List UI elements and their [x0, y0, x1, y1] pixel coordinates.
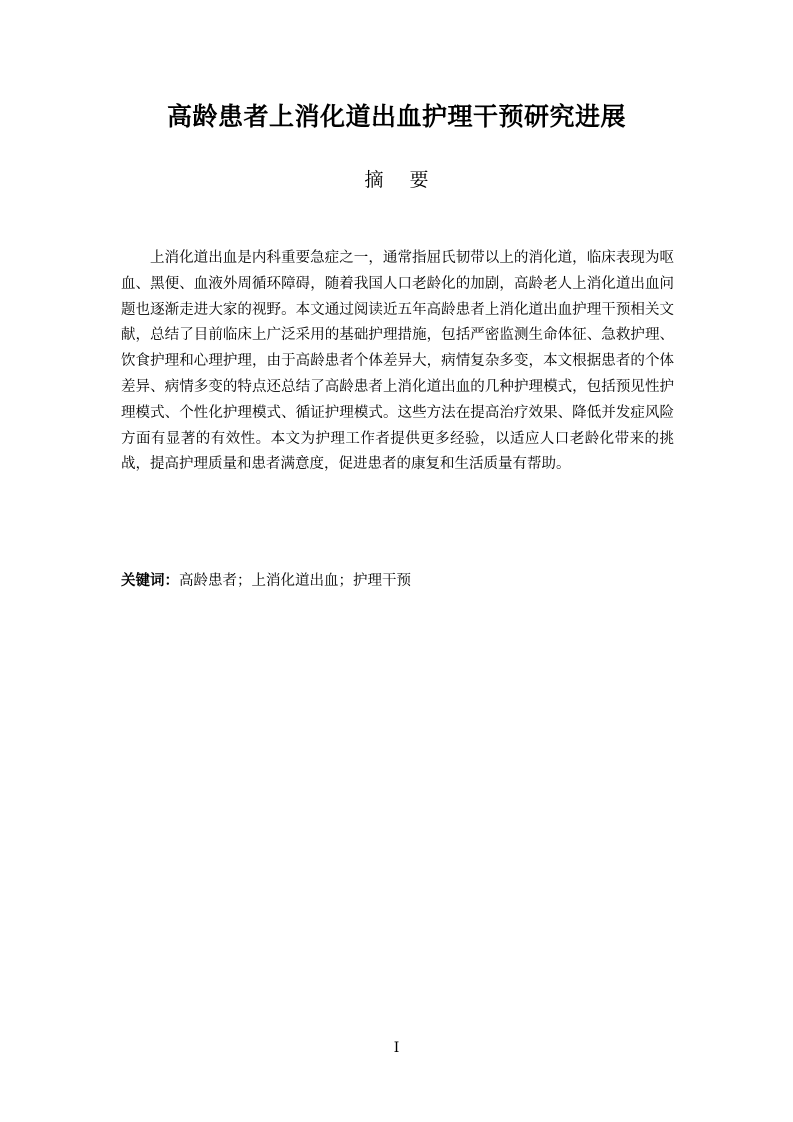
page-number: I [393, 1040, 400, 1056]
keywords-value: 高龄患者；上消化道出血；护理干预 [179, 573, 411, 589]
abstract-heading: 摘要 [364, 169, 455, 191]
abstract-body: 上消化道出血是内科重要急症之一，通常指屈氏韧带以上的消化道，临床表现为呕血、黑便、血液外周循环障碍，随着我国人口老龄化的加剧，高龄老人上消化道出血问题也逐渐走进大家的视野。本文通过阅读近五年高龄患者上消化道出血护理干预相关文献，总结了目前临床上广泛采用的基础护理措施，包括严密监测生命体征、急救护理、饮食护理和心理护理，由于高龄患者个体差异大，病情复杂多变，本文根据患者的个体差异、病情多变的特点还总结了高龄患者上消化道出血的几种护理模式，包括预见性护理模式、个性化护理模式、循证护理模式。这些方法在提高治疗效果、降低并发症风险方面有显著的有效性。本文为护理工作者提供更多经验，以适应人口老龄化带来的挑战，提高护理质量和患者满意度，促进患者的康复和生活质量有帮助。 [121, 250, 674, 473]
keywords-line [121, 569, 674, 593]
paper-title: 高龄患者上消化道出血护理干预研究进展 [166, 102, 626, 131]
keywords-label: 关键词： [121, 573, 179, 589]
